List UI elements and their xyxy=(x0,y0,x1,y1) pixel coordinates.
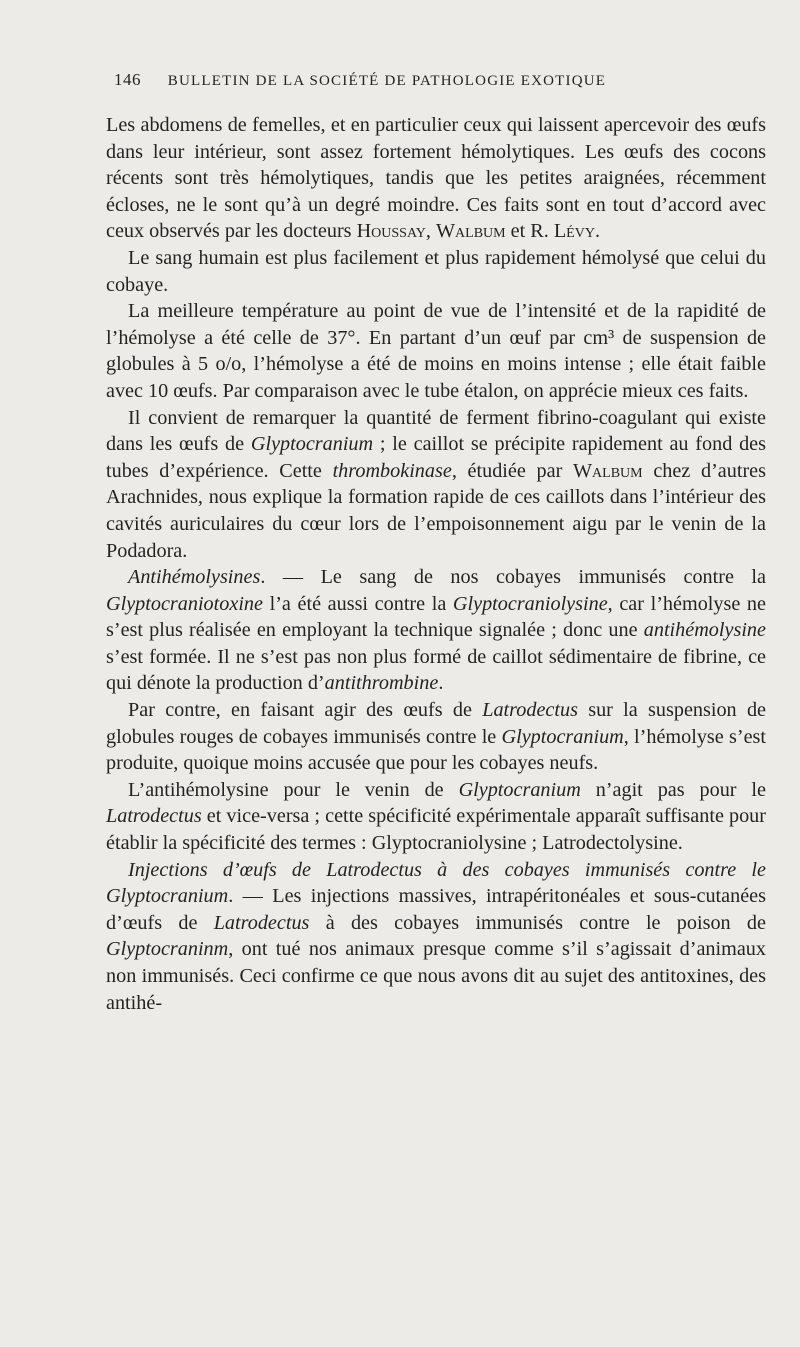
paragraph xyxy=(106,112,766,245)
author-name: Lévy xyxy=(553,220,595,243)
text-run: , l’hémolyse s’est produite, quoique moins accusée que pour les cobayes neufs. xyxy=(106,725,766,775)
author-name: Walbum xyxy=(435,220,506,243)
paragraph xyxy=(106,564,766,697)
author-name: Houssay xyxy=(356,220,426,243)
text-run: n’agit pas pour le xyxy=(580,778,766,801)
italic-text: Injections d’œufs de Latrodectus à des cobayes immunisés contre le Glyptocranium xyxy=(106,858,766,908)
italic-text: Glyptocranium xyxy=(250,433,374,456)
paragraph xyxy=(106,245,766,298)
text-run: . xyxy=(438,672,444,695)
paragraph xyxy=(106,697,766,777)
italic-text: thrombokinase xyxy=(332,459,452,482)
italic-text: Glyptocraniolysine xyxy=(452,592,608,615)
italic-text: Glyptocraninm xyxy=(106,938,229,961)
text-run: , ont tué nos animaux presque comme s’il s’agissait d’animaux non immunisés. Ceci confirme ce que nous avons dit au sujet des antitoxines, des antihé- xyxy=(106,938,766,1014)
italic-text: Glyptocraniotoxine xyxy=(106,592,263,615)
text-run: Par contre, en faisant agir des œufs de xyxy=(128,699,483,722)
running-header xyxy=(114,70,674,90)
text-run: , étudiée par xyxy=(451,459,573,482)
italic-text: antihémolysine xyxy=(643,619,766,642)
text-run: . — Le sang de nos cobayes immunisés contre la xyxy=(260,566,766,589)
text-run: et vice-versa ; cette spécificité expérimentale apparaît suffisante pour établir la spécificité des termes : Glyptocraniolysine ; Latrodectolysine. xyxy=(106,805,766,855)
text-run: l’a été aussi contre la xyxy=(262,592,453,615)
text-run: Les abdomens de femelles, et en particulier ceux qui laissent apercevoir des œufs dans leur intérieur, sont assez fortement hémolytiques. Les œufs des cocons récents sont très hémolytiques, tandis que les petites araignées, récemment écloses, ne le sont qu’à un degré moindre. Ces faits sont en tout d’accord avec ceux observés par les docteurs xyxy=(106,114,766,243)
article-body xyxy=(106,112,766,1016)
italic-text: Latrodectus xyxy=(106,805,202,828)
italic-text: antithrombine xyxy=(324,672,439,695)
text-run: ; le caillot se précipite rapidement au fond des tubes d’expérience. Cette xyxy=(106,433,766,482)
paragraph xyxy=(106,298,766,404)
text-run: L’antihémolysine pour le venin de xyxy=(128,778,459,801)
italic-text: Antihémolysines xyxy=(128,566,261,589)
text-run: Il convient de remarquer la quantité de ferment fibrino-coagulant qui existe dans les œufs de xyxy=(106,406,766,456)
text-run: , car l’hémolyse ne s’est plus réalisée en employant la technique signalée ; donc une xyxy=(106,592,766,642)
text-run: s’est formée. Il ne s’est pas non plus formé de caillot sédimentaire de fibrine, ce qui dénote la production d’ xyxy=(106,645,766,695)
text-run: La meilleure température au point de vue de l’intensité et de la rapidité de l’hémolyse a été celle de 37°. En partant d’un œuf par cm³ de suspension de globules à 5 o/o, l’hémolyse a été de moins en moins intense ; elle était faible avec 10 œufs. Par comparaison avec le tube étalon, on apprécie mieux ces faits. xyxy=(106,300,766,402)
text-run: . — Les injections massives, intrapéritonéales et sous-cutanées d’œufs de xyxy=(106,885,766,934)
page-number: 146 xyxy=(114,70,141,89)
author-name: Walbum xyxy=(573,459,643,482)
text-run: , xyxy=(425,220,436,243)
italic-text: Glyptocranium xyxy=(501,725,624,748)
paragraph xyxy=(106,405,766,565)
text-run: chez d’autres Arachnides, nous explique la formation rapide de ces caillots dans l’intérieur des cavités auriculaires du cœur lors de l’empoisonnement aigu par le venin de la Podadora. xyxy=(106,459,766,562)
text-run: Le sang humain est plus facilement et plus rapidement hémolysé que celui du cobaye. xyxy=(106,246,766,296)
italic-text: Latrodectus xyxy=(482,699,578,722)
journal-title: BULLETIN DE LA SOCIÉTÉ DE PATHOLOGIE EXOTIQUE xyxy=(167,73,607,89)
italic-text: Glyptocranium xyxy=(458,778,581,801)
text-run: à des cobayes immunisés contre le poison de xyxy=(309,911,766,934)
paragraph xyxy=(106,857,766,1017)
italic-text: Latrodectus xyxy=(213,911,310,934)
paragraph xyxy=(106,777,766,857)
text-run: sur la suspension de globules rouges de cobayes immunisés contre le xyxy=(106,699,766,748)
text-run: . xyxy=(594,220,600,243)
text-run: et R. xyxy=(505,220,554,243)
